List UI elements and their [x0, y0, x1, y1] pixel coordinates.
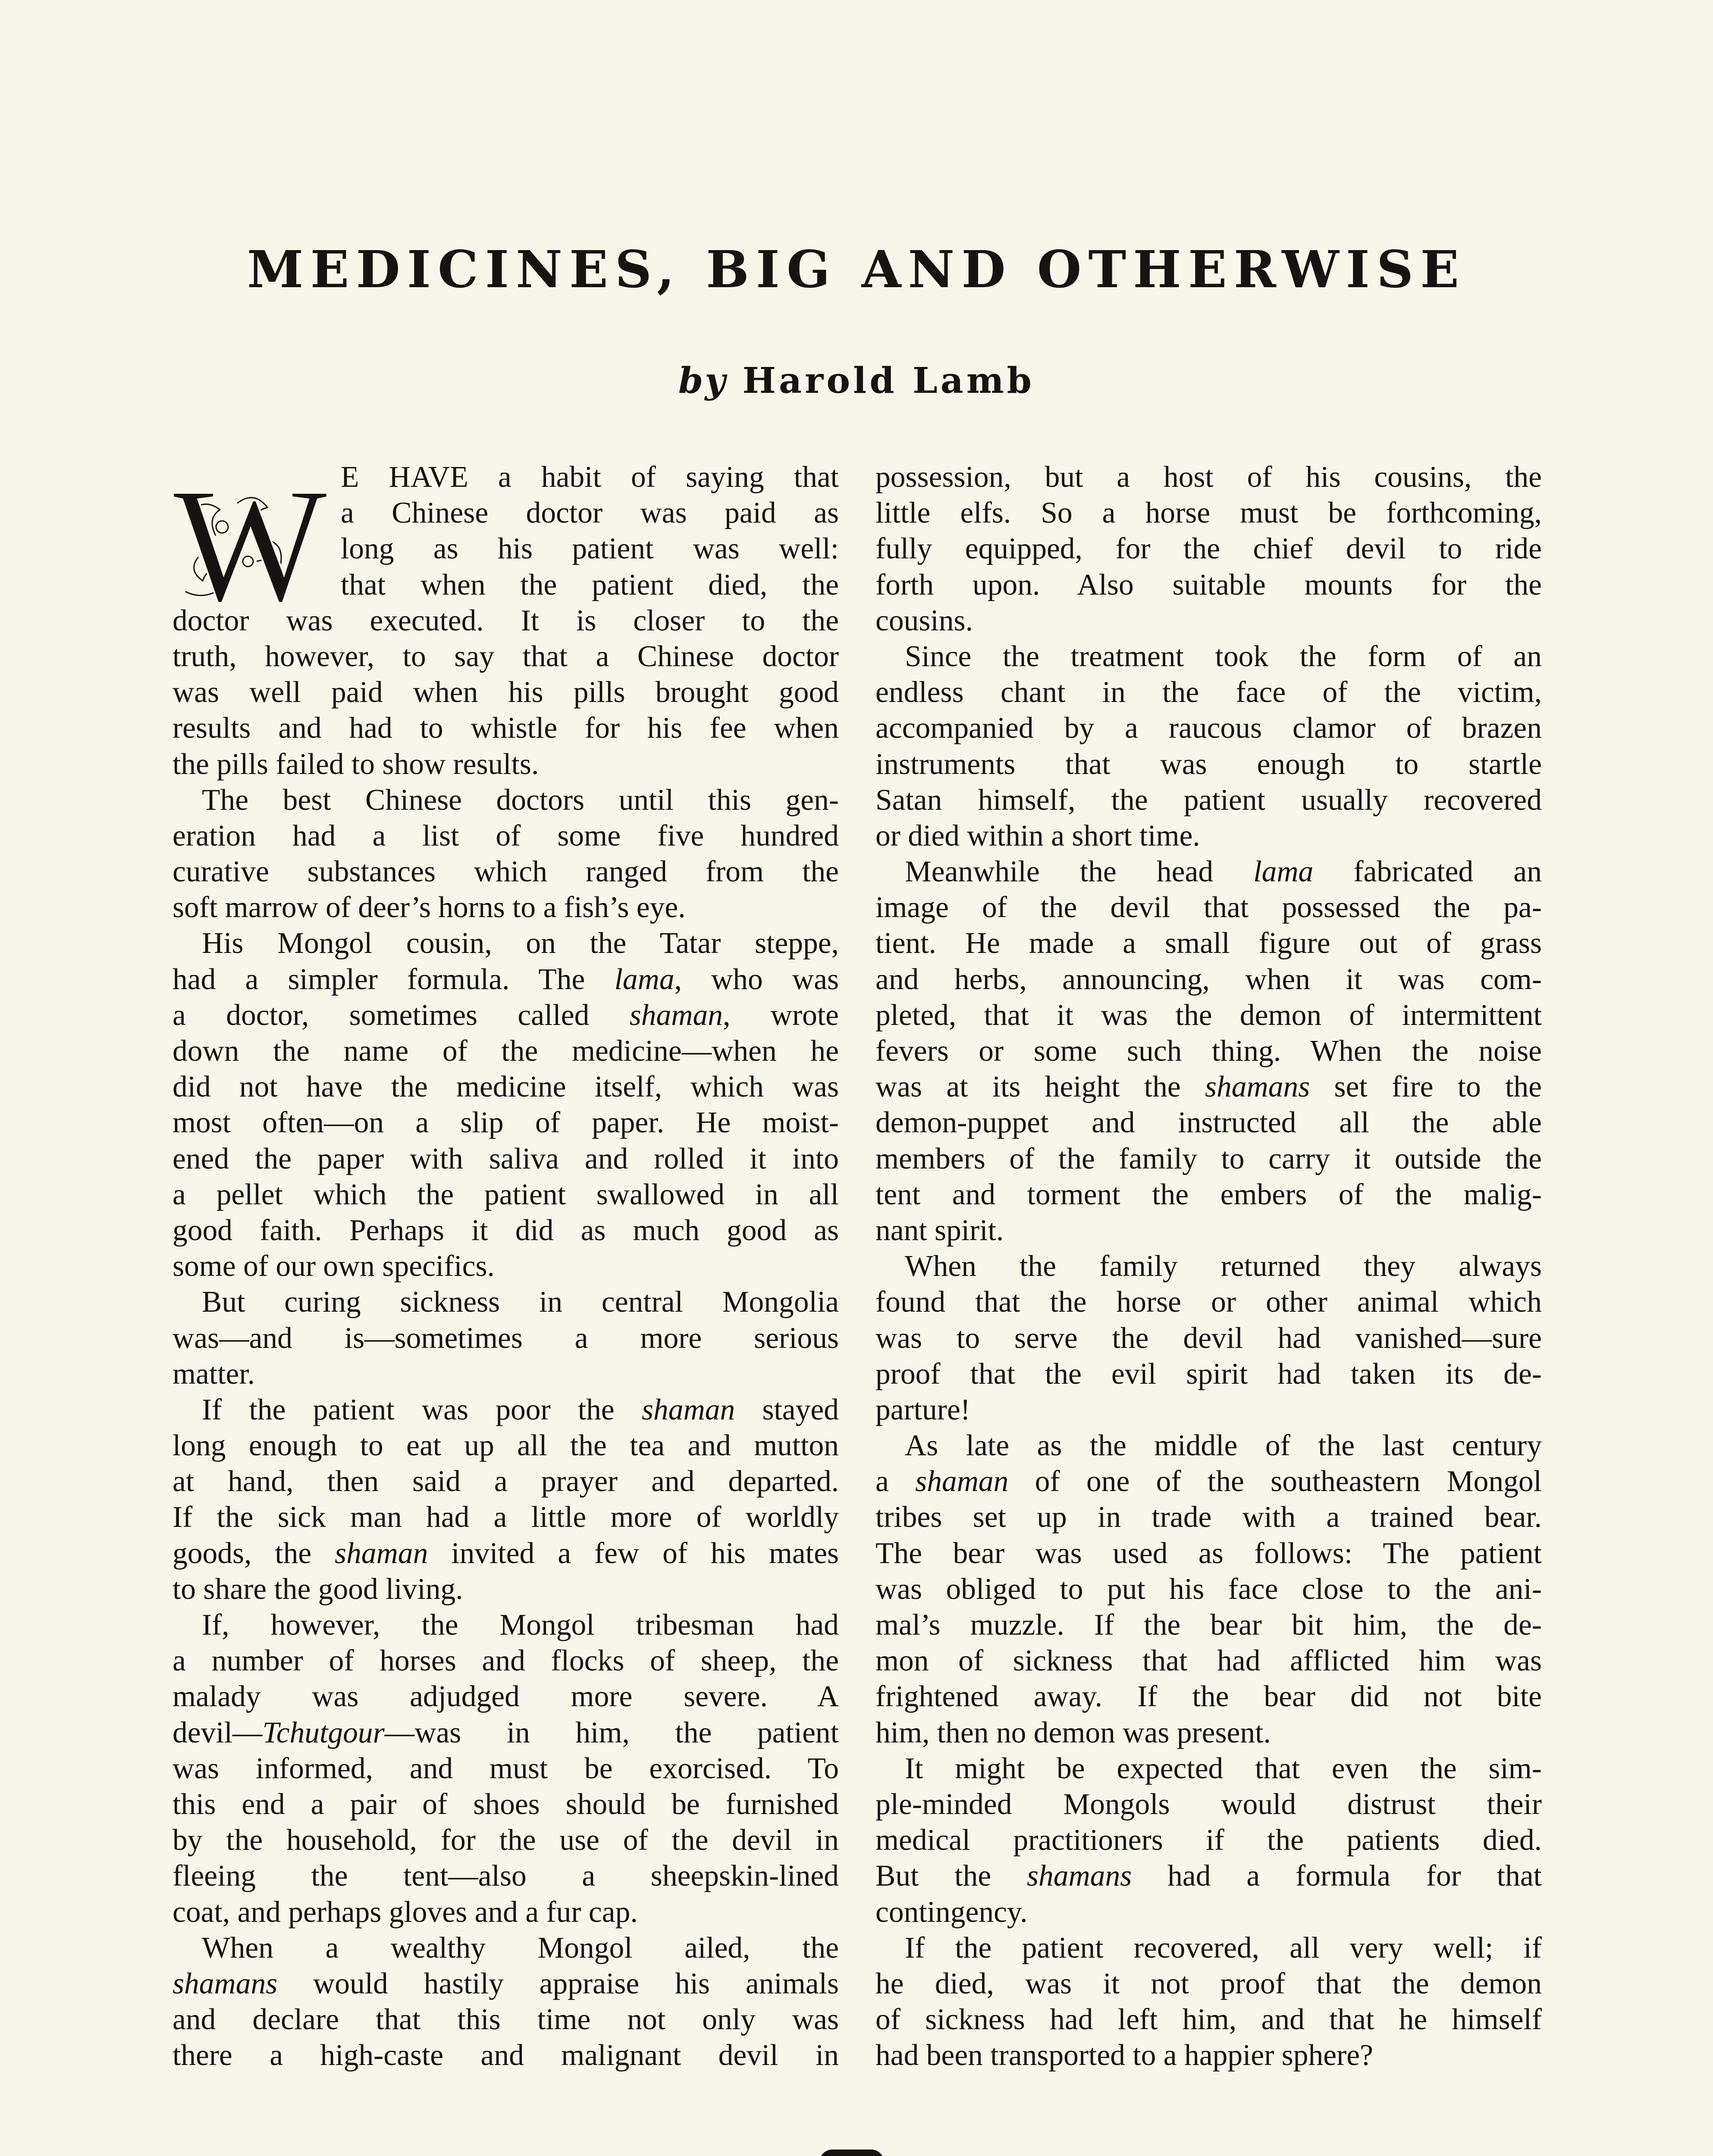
text-line: shamans would hastily appraise his animals	[173, 1967, 839, 2000]
text-line: did not have the medicine itself, which was	[173, 1070, 839, 1104]
text-line: this end a pair of shoes should be furnished	[173, 1787, 839, 1821]
text-line: soft marrow of deer’s horns to a fish’s eye.	[173, 891, 686, 924]
text-line: As late as the middle of the last century	[905, 1429, 1542, 1463]
text-line: and herbs, announcing, when it was com-	[875, 962, 1542, 996]
text-line: instruments that was enough to startle	[875, 747, 1542, 781]
text-line: But the shamans had a formula for that	[875, 1859, 1542, 1893]
text-line: demon-puppet and instructed all the able	[875, 1106, 1542, 1140]
text-line: was to serve the devil had vanished—sure	[875, 1321, 1542, 1355]
text-line: It might be expected that even the sim-	[905, 1752, 1542, 1785]
drop-cap-letter: W	[173, 462, 328, 617]
text-line: there a high-caste and malignant devil in	[173, 2039, 839, 2072]
text-line: most often—on a slip of paper. He moist-	[173, 1106, 839, 1140]
text-line: possession, but a host of his cousins, the	[875, 461, 1542, 494]
text-line: proof that the evil spirit had taken its de-	[875, 1357, 1542, 1391]
text-line: ened the paper with saliva and rolled it into	[173, 1142, 839, 1175]
text-line: good faith. Perhaps it did as much good as	[173, 1213, 839, 1247]
text-line: frightened away. If the bear did not bite	[875, 1680, 1542, 1714]
byline	[0, 360, 1713, 401]
text-line: was well paid when his pills brought good	[173, 676, 839, 709]
text-line: cousins.	[875, 604, 973, 637]
text-line: tribes set up in trade with a trained bear.	[875, 1501, 1542, 1534]
text-line: matter.	[173, 1357, 255, 1391]
text-line: down the name of the medicine—when he	[173, 1034, 839, 1068]
text-line: Satan himself, the patient usually recovered	[875, 783, 1542, 817]
text-line: by the household, for the use of the devil in	[173, 1824, 839, 1857]
text-line: The best Chinese doctors until this gen-	[202, 783, 839, 817]
text-line: pleted, that it was the demon of intermittent	[875, 998, 1542, 1032]
text-line: But curing sickness in central Mongolia	[202, 1285, 839, 1319]
text-line: Meanwhile the head lama fabricated an	[905, 855, 1542, 889]
text-line: long as his patient was well:	[341, 532, 839, 566]
text-line: a number of horses and flocks of sheep, the	[173, 1644, 839, 1678]
text-line: was—and is—sometimes a more serious	[173, 1321, 839, 1355]
text-line: a Chinese doctor was paid as	[341, 496, 839, 530]
text-line: and declare that this time not only was	[173, 2003, 839, 2037]
text-line: the pills failed to show results.	[173, 747, 539, 781]
text-line: tient. He made a small figure out of grass	[875, 927, 1542, 960]
text-line: fleeing the tent—also a sheepskin-lined	[173, 1859, 839, 1893]
text-line: devil—Tchutgour—was in him, the patient	[173, 1716, 839, 1749]
text-line: was obliged to put his face close to the ani-	[875, 1572, 1542, 1606]
text-line: or died within a short time.	[875, 819, 1200, 852]
text-line: had been transported to a happier sphere?	[875, 2039, 1373, 2072]
text-line: When a wealthy Mongol ailed, the	[202, 1931, 839, 1965]
text-line: His Mongol cousin, on the Tatar steppe,	[202, 927, 839, 960]
text-line: long enough to eat up all the tea and mutton	[173, 1429, 839, 1463]
text-line: coat, and perhaps gloves and a fur cap.	[173, 1895, 638, 1929]
text-line: parture!	[875, 1393, 970, 1426]
text-line: fevers or some such thing. When the noise	[875, 1034, 1542, 1068]
text-line: If the patient recovered, all very well; if	[905, 1931, 1542, 1965]
text-line: to share the good living.	[173, 1572, 463, 1606]
text-line: malady was adjudged more severe. A	[173, 1680, 839, 1714]
text-line: image of the devil that possessed the pa-	[875, 891, 1542, 924]
text-line: found that the horse or other animal which	[875, 1285, 1542, 1319]
text-line: accompanied by a raucous clamor of brazen	[875, 711, 1542, 745]
text-line: nant spirit.	[875, 1213, 1004, 1247]
text-line: results and had to whistle for his fee when	[173, 711, 839, 745]
text-line: eration had a list of some five hundred	[173, 819, 839, 852]
text-line: ple-minded Mongols would distrust their	[875, 1787, 1542, 1821]
text-line: contingency.	[875, 1895, 1028, 1929]
byline-author: Harold Lamb	[742, 360, 1035, 401]
text-line: mal’s muzzle. If the bear bit him, the de-	[875, 1608, 1542, 1642]
text-line: of sickness had left him, and that he himself	[875, 2003, 1542, 2037]
article-title: MEDICINES, BIG AND OTHERWISE	[247, 239, 1466, 299]
byline-by: by	[678, 360, 727, 401]
text-line: fully equipped, for the chief devil to ride	[875, 532, 1542, 566]
text-line: If the sick man had a little more of worldly	[173, 1501, 839, 1534]
text-line: The bear was used as follows: The patient	[875, 1536, 1542, 1570]
text-line: members of the family to carry it outside the	[875, 1142, 1542, 1175]
text-line: E HAVE a habit of saying that	[341, 461, 839, 494]
text-line: truth, however, to say that a Chinese doctor	[173, 639, 839, 673]
text-line: If, however, the Mongol tribesman had	[202, 1608, 839, 1642]
text-line: endless chant in the face of the victim,	[875, 676, 1542, 709]
text-line: a pellet which the patient swallowed in all	[173, 1178, 839, 1211]
text-line: had a simpler formula. The lama, who was	[173, 962, 839, 996]
text-line: goods, the shaman invited a few of his mates	[173, 1536, 839, 1570]
text-line: little elfs. So a horse must be forthcoming,	[875, 496, 1542, 530]
text-line: was at its height the shamans set fire to the	[875, 1070, 1542, 1104]
text-line: If the patient was poor the shaman stayed	[202, 1393, 839, 1426]
text-line: Since the treatment took the form of an	[905, 639, 1542, 673]
text-line: at hand, then said a prayer and departed.	[173, 1465, 839, 1498]
winged-scarab-icon	[587, 2150, 1117, 2156]
text-line: medical practitioners if the patients died.	[875, 1824, 1542, 1857]
right-column	[875, 459, 1542, 2073]
left-column	[173, 459, 839, 2073]
text-line: he died, was it not proof that the demon	[875, 1967, 1542, 2000]
text-line: him, then no demon was present.	[875, 1716, 1271, 1749]
text-line: mon of sickness that had afflicted him was	[875, 1644, 1542, 1678]
text-line: tent and torment the embers of the malig-	[875, 1178, 1542, 1211]
text-line: curative substances which ranged from the	[173, 855, 839, 889]
text-line: a shaman of one of the southeastern Mongol	[875, 1465, 1542, 1498]
text-line: doctor was executed. It is closer to the	[173, 604, 839, 637]
text-line: a doctor, sometimes called shaman, wrote	[173, 998, 839, 1032]
text-line: that when the patient died, the	[341, 568, 839, 602]
text-line: When the family returned they always	[905, 1250, 1542, 1283]
text-line: was informed, and must be exorcised. To	[173, 1752, 839, 1785]
text-line: some of our own specifics.	[173, 1250, 495, 1283]
text-line: forth upon. Also suitable mounts for the	[875, 568, 1542, 602]
